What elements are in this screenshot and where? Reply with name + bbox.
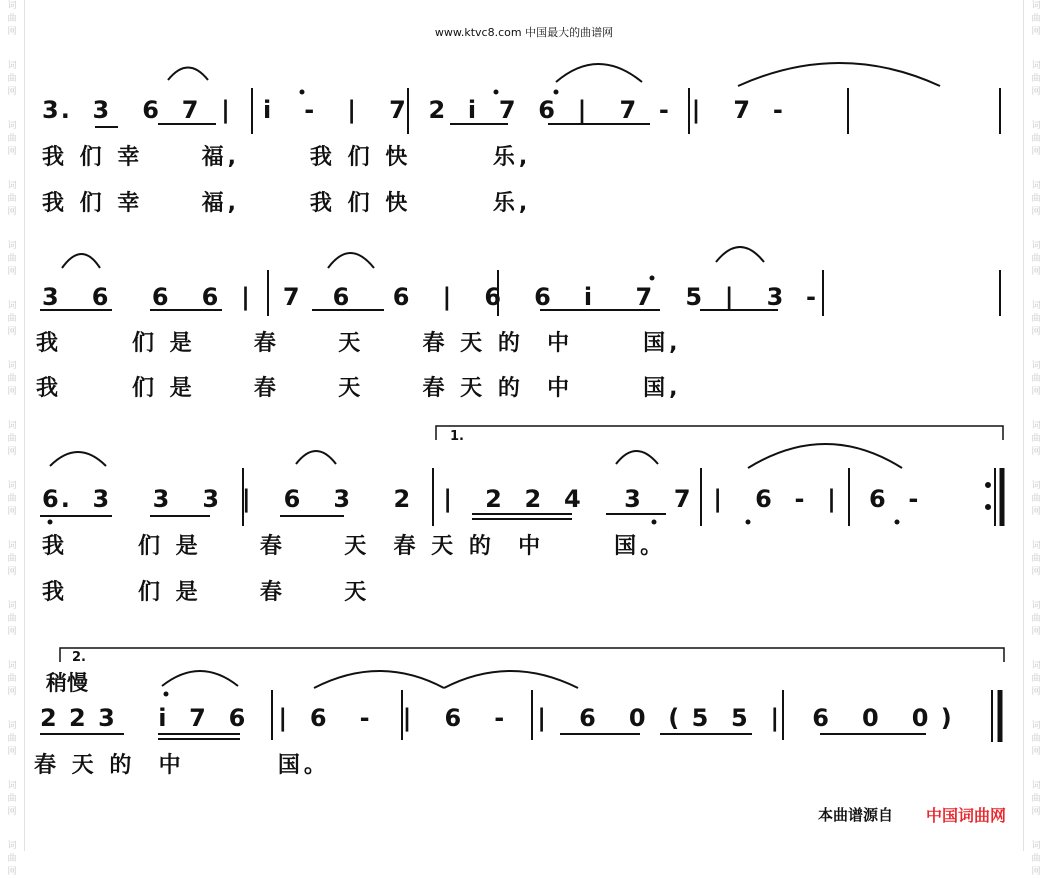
watermark-text: 词 曲 网 bbox=[7, 481, 17, 517]
repeat-dot bbox=[986, 483, 990, 487]
watermark-text: 词 曲 网 bbox=[7, 601, 17, 637]
octave-dot bbox=[300, 90, 305, 95]
slur bbox=[296, 451, 336, 464]
volta-2-bracket bbox=[60, 648, 1004, 662]
slur bbox=[62, 254, 100, 268]
watermark-text: 词 曲 网 bbox=[7, 61, 17, 97]
notation-row-2: 3 6 6 6 | 7 6 6 | 6 6 i 7 5 | 3 - bbox=[42, 283, 818, 311]
notation-row-3: 6. 3 3 3 | 6 3 2 | 2 2 4 3 7 | 6 - | 6 - bbox=[42, 485, 921, 513]
watermark-text: 词 曲 网 bbox=[1031, 841, 1041, 877]
notation-row-4: 2 2 3 i 7 6 | 6 - | 6 - | 6 0 ( 5 5 | 6 0 0 ) bbox=[40, 704, 954, 732]
watermark-text: 词 曲 网 bbox=[1031, 661, 1041, 697]
octave-dot bbox=[164, 692, 169, 697]
slur bbox=[556, 64, 642, 82]
slur bbox=[748, 444, 902, 468]
watermark-text: 词 曲 网 bbox=[7, 181, 17, 217]
watermark-text: 词 曲 网 bbox=[7, 241, 17, 277]
watermark-text: 词 曲 网 bbox=[1031, 721, 1041, 757]
lyric-row-2-verse-2: 我 们 是 春 天 春 天 的 中 国, bbox=[36, 376, 682, 401]
footer-source-label: 本曲谱源自 bbox=[818, 806, 894, 824]
lyric-row-3-verse-2: 我 们 是 春 天 bbox=[42, 580, 371, 605]
slur bbox=[50, 452, 106, 466]
watermark-text: 词 曲 网 bbox=[7, 121, 17, 157]
slur bbox=[168, 68, 208, 81]
volta-2-label: 2. bbox=[72, 650, 86, 665]
notation-row-1: 3. 3 6 7 | i - | 7 2 i 7 6 | 7 - | 7 - bbox=[42, 96, 785, 124]
octave-dot bbox=[554, 90, 559, 95]
watermark-text: 词 曲 网 bbox=[1031, 601, 1041, 637]
watermark-text: 词 曲 网 bbox=[7, 1, 17, 37]
slur bbox=[616, 451, 658, 464]
watermark-text: 词 曲 网 bbox=[1031, 121, 1041, 157]
lyric-row-3-verse-1: 我 们 是 春 天 春 天 的 中 国。 bbox=[42, 534, 667, 559]
slur bbox=[314, 671, 444, 688]
slur bbox=[444, 671, 578, 688]
watermark-text: 词 曲 网 bbox=[7, 421, 17, 457]
slur bbox=[328, 253, 374, 268]
watermark-text: 词 曲 网 bbox=[1031, 541, 1041, 577]
lyric-row-1-verse-1: 我 们 幸 福, 我 们 快 乐, bbox=[42, 145, 532, 170]
watermark-text: 词 曲 网 bbox=[7, 541, 17, 577]
watermark-text: 词 曲 网 bbox=[1031, 781, 1041, 817]
lyric-row-1-verse-2: 我 们 幸 福, 我 们 快 乐, bbox=[42, 191, 532, 216]
watermark-text: 词 曲 网 bbox=[1031, 181, 1041, 217]
watermark-text: 词 曲 网 bbox=[7, 841, 17, 877]
watermark-text: 词 曲 网 bbox=[1031, 361, 1041, 397]
tempo-marking: 稍慢 bbox=[46, 671, 88, 695]
watermark-text: 词 曲 网 bbox=[7, 781, 17, 817]
octave-dot bbox=[48, 520, 53, 525]
slur bbox=[738, 63, 940, 86]
watermark-text: 词 曲 网 bbox=[1031, 481, 1041, 517]
octave-dot bbox=[494, 90, 499, 95]
site-header: www.ktvc8.com 中国最大的曲谱网 bbox=[434, 26, 614, 39]
octave-dot bbox=[895, 520, 900, 525]
watermark-text: 词 曲 网 bbox=[1031, 61, 1041, 97]
watermark-text: 词 曲 网 bbox=[1031, 241, 1041, 277]
watermark-text: 词 曲 网 bbox=[7, 721, 17, 757]
slur bbox=[716, 247, 764, 262]
watermark-text: 词 曲 网 bbox=[1031, 301, 1041, 337]
lyric-row-2-verse-1: 我 们 是 春 天 春 天 的 中 国, bbox=[36, 331, 682, 356]
lyric-row-4-verse-1: 春 天 的 中 国。 bbox=[34, 753, 330, 778]
watermark-text: 词 曲 网 bbox=[7, 301, 17, 337]
volta-1-bracket bbox=[436, 426, 1003, 440]
octave-dot bbox=[746, 520, 751, 525]
octave-dot bbox=[652, 520, 657, 525]
watermark-text: 词 曲 网 bbox=[7, 361, 17, 397]
slur bbox=[162, 671, 238, 686]
watermark-text: 词 曲 网 bbox=[1031, 421, 1041, 457]
octave-dot bbox=[650, 276, 655, 281]
watermark-text: 词 曲 网 bbox=[1031, 1, 1041, 37]
repeat-dot bbox=[986, 505, 990, 509]
footer-brand-link[interactable]: 中国词曲网 bbox=[926, 806, 1007, 825]
watermark-text: 词 曲 网 bbox=[7, 661, 17, 697]
volta-1-label: 1. bbox=[450, 429, 464, 444]
